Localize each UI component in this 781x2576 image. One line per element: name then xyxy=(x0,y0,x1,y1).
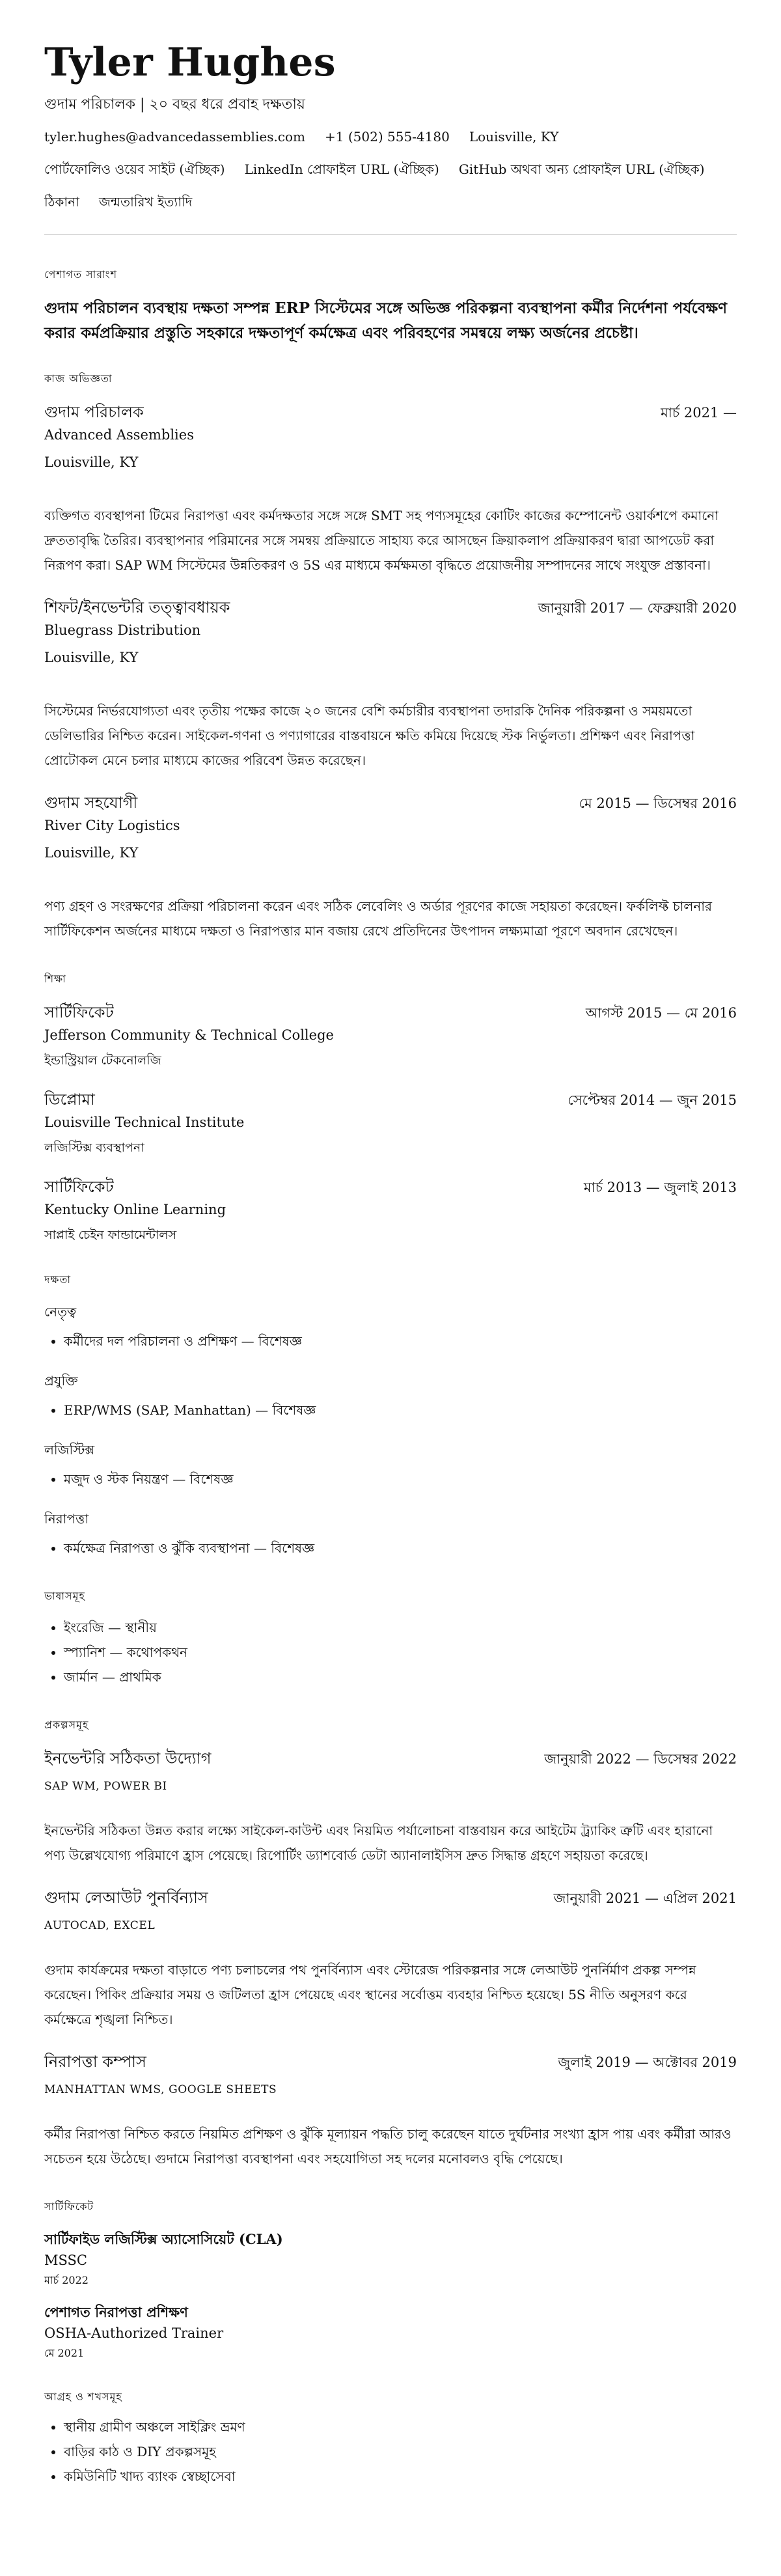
project-entry xyxy=(44,1887,737,2032)
project-title: নিরাপত্তা কম্পাস xyxy=(44,2053,146,2071)
certification-date: মে 2021 xyxy=(44,2347,85,2359)
degree-title: সার্টিফিকেট xyxy=(44,1003,114,1021)
candidate-name: Tyler Hughes xyxy=(44,40,336,85)
project-date: জানুয়ারী 2021 — এপ্রিল 2021 xyxy=(553,1890,737,1906)
phone-text: +1 (502) 555-4180 xyxy=(325,129,450,145)
skill-list xyxy=(44,1467,737,1491)
extras-row xyxy=(44,193,737,211)
section-title-summary: পেশাগত সারাংশ xyxy=(44,268,118,281)
school-name: Louisville Technical Institute xyxy=(44,1115,245,1130)
project-tech: AUTOCAD, EXCEL xyxy=(44,1919,156,1932)
skill-item: • ERP/WMS (SAP, Manhattan) — বিশেষজ্ঞ xyxy=(64,1398,737,1422)
summary-text: গুদাম পরিচালন ব্যবস্থায় দক্ষতা সম্পন্ন ERP সিস্টেমের সঙ্গে অভিজ্ঞ পরিকল্পনা ব্যবস্থাপনা কর্মীর নির্দেশনা পর্যবেক্ষণ করার কর্মপ্রক্রিয়ার প্রস্তুতি সহকারে দক্ষতাপূর্ণ কর্মক্ষেত্র এবং পরিবহণের সমন্বয়ে লক্ষ্য অর্জনের প্রচেষ্টা। xyxy=(44,299,728,342)
education-date: আগস্ট 2015 — মে 2016 xyxy=(585,1005,737,1021)
project-description: কর্মীর নিরাপত্তা নিশ্চিত করতে নিয়মিত প্রশিক্ষণ ও ঝুঁকি মূল্যায়ন পদ্ধতি চালু করেছেন যাতে দুর্ঘটনার সংখ্যা হ্রাস পায় এবং কর্মীরা আরও সচেতন হয়ে উঠেছে। গুদামে নিরাপত্তা ব্যবস্থাপনা এবং সহযোগিতা সহ দলের মনোবলও বৃদ্ধি পেয়েছে। xyxy=(44,2126,732,2167)
skill-item: • মজুদ ও স্টক নিয়ন্ত্রণ — বিশেষজ্ঞ xyxy=(64,1467,737,1491)
location-text: Louisville, KY xyxy=(469,129,559,145)
birthdate-text: জন্মতারিখ ইত্যাদি xyxy=(98,194,193,210)
headline: গুদাম পরিচালক | ২০ বছর ধরে প্রবাহ দক্ষতায় xyxy=(44,96,305,113)
company-name: River City Logistics xyxy=(44,818,180,833)
company-name: Bluegrass Distribution xyxy=(44,622,201,638)
skill-category: নিরাপত্তা xyxy=(44,1511,89,1527)
education-date: সেপ্টেম্বর 2014 — জুন 2015 xyxy=(568,1092,737,1108)
company-name: Advanced Assemblies xyxy=(44,427,194,443)
header-divider xyxy=(44,234,737,235)
project-date: জানুয়ারী 2022 — ডিসেম্বর 2022 xyxy=(544,1751,737,1767)
project-description: ইনভেন্টরি সঠিকতা উন্নত করার লক্ষ্যে সাইকেল-কাউন্ট এবং নিয়মিত পর্যালোচনা বাস্তবায়ন করে আইটেম ট্র্যাকিং ত্রুটি এবং হারানো পণ্য উল্লেখযোগ্য পরিমাণে হ্রাস পেয়েছে। রিপোর্টিং ড্যাশবোর্ড ডেটা অ্যানালাইসিস দ্রুত সিদ্ধান্ত গ্রহণে সহায়তা করেছে। xyxy=(44,1823,713,1863)
job-date: মে 2015 — ডিসেম্বর 2016 xyxy=(579,796,737,811)
degree-title: ডিপ্লোমা xyxy=(44,1090,95,1109)
language-list xyxy=(44,1615,737,1689)
language-item: • ইংরেজি — স্থানীয় xyxy=(64,1615,737,1640)
language-item: • স্প্যানিশ — কথোপকথন xyxy=(64,1640,737,1665)
project-entry xyxy=(44,1748,737,1868)
interest-list xyxy=(44,2415,737,2489)
job-description: ব্যক্তিগত ব্যবস্থাপনা টিমের নিরাপত্তা এবং কর্মদক্ষতার সঙ্গে সঙ্গে SMT সহ পণ্যসমূহের কোটিং কাজের কম্পোনেন্ট ওয়ার্কশপে কমানো দ্রুততাবৃদ্ধি তৈরির। ব্যবস্থাপনার পরিমানের সঙ্গে সমন্বয় প্রক্রিয়াতে সাহায্য করে আসছেন ক্রিয়াকলাপ প্রক্রিয়াকরণ দ্বারা আপডেট করা নিরূপণ করা। SAP WM সিস্টেমের উন্নতিকরণ ও 5S এর মাধ্যমে কর্মক্ষমতা বৃদ্ধিতে প্রয়োজনীয় সম্পাদনের সাথে সংযুক্ত প্রস্তাবনা। xyxy=(44,508,719,573)
school-name: Jefferson Community & Technical College xyxy=(44,1027,334,1043)
project-entry xyxy=(44,2051,737,2171)
interest-item: • স্থানীয় গ্রামীণ অঞ্চলে সাইক্লিং ভ্রমণ xyxy=(64,2415,737,2439)
skill-list xyxy=(44,1536,737,1560)
certification-name: সার্টিফাইড লজিস্টিক্স অ্যাসোসিয়েট (CLA) xyxy=(44,2231,283,2247)
project-title: ইনভেন্টরি সঠিকতা উদ্যোগ xyxy=(44,1749,212,1767)
project-tech: MANHATTAN WMS, GOOGLE SHEETS xyxy=(44,2083,277,2096)
section-title-experience: কাজ অভিজ্ঞতা xyxy=(44,372,113,385)
skill-list xyxy=(44,1398,737,1422)
section-title-interests: আগ্রহ ও শখসমূহ xyxy=(44,2390,122,2403)
field-of-study: সাপ্লাই চেইন ফান্ডামেন্টালস xyxy=(44,1228,177,1242)
job-description: সিস্টেমের নির্ভরযোগ্যতা এবং তৃতীয় পক্ষের কাজে ২০ জনের বেশি কর্মচারীর ব্যবস্থাপনা তদারকি দৈনিক পরিকল্পনা ও সময়মতো ডেলিভারির নিশ্চিত করেন। সাইকেল-গণনা ও পণ্যাগারের বাস্তবায়নে ক্ষতি কমিয়ে দিয়েছে স্টক নির্ভুলতা। প্রশিক্ষণ এবং নিরাপত্তা প্রোটোকল মেনে চলার মাধ্যমে কাজের পরিবেশ উন্নত করেছেন। xyxy=(44,703,695,768)
field-of-study: ইন্ডাস্ট্রিয়াল টেকনোলজি xyxy=(44,1053,161,1068)
section-title-certifications: সার্টিফিকেট xyxy=(44,2200,94,2213)
job-title: গুদাম পরিচালক xyxy=(44,403,144,421)
section-title-skills: দক্ষতা xyxy=(44,1273,72,1286)
interest-item: • কমিউনিটি খাদ্য ব্যাংক স্বেচ্ছাসেবা xyxy=(64,2464,737,2489)
field-of-study: লজিস্টিক্স ব্যবস্থাপনা xyxy=(44,1141,144,1155)
section-title-projects: প্রকল্পসমূহ xyxy=(44,1719,89,1731)
certification-entry xyxy=(44,2230,737,2288)
email-link[interactable]: tyler.hughes@advancedassemblies.com xyxy=(44,129,306,145)
linkedin-link[interactable]: LinkedIn প্রোফাইল URL (ঐচ্ছিক) xyxy=(244,161,439,177)
project-date: জুলাই 2019 — অক্টোবর 2019 xyxy=(558,2055,737,2070)
certification-issuer: OSHA-Authorized Trainer xyxy=(44,2325,224,2341)
education-entry xyxy=(44,1002,737,1070)
experience-entry xyxy=(44,597,737,773)
skill-item: • কর্মক্ষেত্র নিরাপত্তা ও ঝুঁকি ব্যবস্থাপনা — বিশেষজ্ঞ xyxy=(64,1536,737,1560)
project-tech: SAP WM, POWER BI xyxy=(44,1780,167,1793)
job-location: Louisville, KY xyxy=(44,845,139,861)
certification-name: পেশাগত নিরাপত্তা প্রশিক্ষণ xyxy=(44,2304,188,2320)
job-location: Louisville, KY xyxy=(44,454,139,470)
certification-date: মার্চ 2022 xyxy=(44,2274,89,2286)
job-description: পণ্য গ্রহণ ও সংরক্ষণের প্রক্রিয়া পরিচালনা করেন এবং সঠিক লেবেলিং ও অর্ডার পূরণের কাজে সহায়তা করেছেন। ফর্কলিফ্ট চালনার সার্টিফিকেশন অর্জনের মাধ্যমে দক্ষতা ও নিরাপত্তার মান বজায় রেখে প্রতিদিনের উৎপাদন লক্ষ্যমাত্রা পূরণে অবদান রেখেছেন। xyxy=(44,898,713,939)
job-title: শিফট/ইনভেন্টরি তত্ত্বাবধায়ক xyxy=(44,598,230,616)
education-date: মার্চ 2013 — জুলাই 2013 xyxy=(583,1180,737,1195)
job-date: মার্চ 2021 — xyxy=(661,405,737,421)
project-title: গুদাম লেআউট পুনর্বিন্যাস xyxy=(44,1889,208,1907)
skill-category: লজিস্টিক্স xyxy=(44,1442,95,1458)
experience-entry xyxy=(44,792,737,943)
project-description: গুদাম কার্যক্রমের দক্ষতা বাড়াতে পণ্য চলাচলের পথ পুনর্বিন্যাস এবং স্টোরেজ পরিকল্পনার সঙ্গে লেআউট পুনর্নির্মাণ প্রকল্প সম্পন্ন করেছেন। পিকিং প্রক্রিয়ার সময় ও জটিলতা হ্রাস পেয়েছে এবং স্থানের সর্বোত্তম ব্যবহার নিশ্চিত হয়েছে। 5S নীতি অনুসরণ করে কর্মক্ষেত্রে শৃঙ্খলা নিশ্চিত। xyxy=(44,1962,696,2027)
contact-row xyxy=(44,128,737,146)
skill-category: নেতৃত্ব xyxy=(44,1304,77,1320)
education-entry xyxy=(44,1176,737,1244)
job-title: গুদাম সহযোগী xyxy=(44,794,138,812)
interest-item: • বাড়ির কাঠ ও DIY প্রকল্পসমূহ xyxy=(64,2439,737,2464)
job-date: জানুয়ারী 2017 — ফেব্রুয়ারী 2020 xyxy=(538,600,737,616)
section-title-education: শিক্ষা xyxy=(44,973,66,985)
language-item: • জার্মান — প্রাথমিক xyxy=(64,1665,737,1689)
address-text: ঠিকানা xyxy=(44,194,79,210)
experience-entry xyxy=(44,402,737,577)
github-link[interactable]: GitHub অথবা অন্য প্রোফাইল URL (ঐচ্ছিক) xyxy=(458,161,705,177)
certification-entry xyxy=(44,2303,737,2361)
skill-item: • কর্মীদের দল পরিচালনা ও প্রশিক্ষণ — বিশেষজ্ঞ xyxy=(64,1329,737,1353)
education-entry xyxy=(44,1089,737,1157)
portfolio-link[interactable]: পোর্টফোলিও ওয়েব সাইট (ঐচ্ছিক) xyxy=(44,161,225,177)
degree-title: সার্টিফিকেট xyxy=(44,1178,114,1196)
links-row xyxy=(44,160,737,178)
school-name: Kentucky Online Learning xyxy=(44,1202,226,1217)
job-location: Louisville, KY xyxy=(44,650,139,665)
certification-issuer: MSSC xyxy=(44,2252,87,2268)
skill-list xyxy=(44,1329,737,1353)
section-title-languages: ভাষাসমূহ xyxy=(44,1590,85,1602)
skill-category: প্রযুক্তি xyxy=(44,1373,78,1389)
